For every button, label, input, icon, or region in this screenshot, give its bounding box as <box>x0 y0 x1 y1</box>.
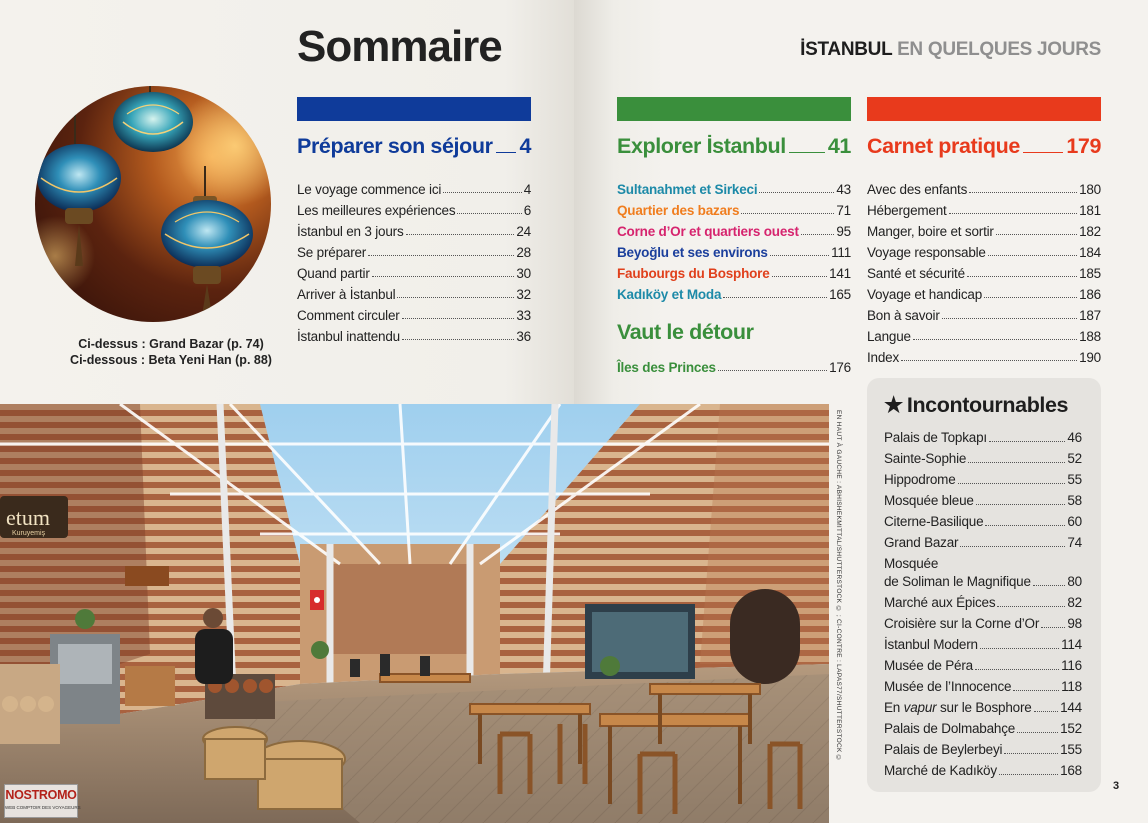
toc-list-prepare <box>297 176 531 344</box>
section-bar-practical <box>867 97 1101 121</box>
logo-tagline: WEB COMPTOIR DES VOYAGEURS <box>5 805 81 810</box>
section-title: Carnet pratique <box>867 134 1020 158</box>
toc-page: 60 <box>1067 514 1082 529</box>
toc-label: Musée de Péra <box>884 658 973 673</box>
toc-entry[interactable] <box>617 281 851 302</box>
toc-entry[interactable] <box>867 239 1101 260</box>
toc-label: Corne d’Or et quartiers ouest <box>617 224 799 239</box>
toc-label: Voyage et handicap <box>867 287 982 302</box>
toc-page: 82 <box>1067 595 1082 610</box>
toc-page: 24 <box>516 224 531 239</box>
toc-page: 46 <box>1067 430 1082 445</box>
leader-dots <box>968 462 1065 463</box>
toc-page: 118 <box>1061 679 1082 694</box>
toc-page: 111 <box>831 245 851 260</box>
leader-dots <box>723 297 827 298</box>
toc-label: Citerne-Basilique <box>884 514 984 529</box>
toc-page: 33 <box>516 308 531 323</box>
toc-entry[interactable] <box>617 197 851 218</box>
toc-label: Marché de Kadıköy <box>884 763 997 778</box>
toc-page: 186 <box>1079 287 1101 302</box>
running-head-subtitle: EN QUELQUES JOURS <box>897 39 1101 60</box>
leader-dots <box>1034 711 1059 712</box>
photo-caption <box>40 336 302 368</box>
toc-entry[interactable] <box>297 281 531 302</box>
page-title: Sommaire <box>297 22 502 71</box>
section-page: 179 <box>1066 134 1101 158</box>
leader-dots <box>443 192 522 193</box>
section-heading-prepare[interactable] <box>297 131 531 159</box>
turkish-lamps-image <box>35 86 271 322</box>
section-title: Préparer son séjour <box>297 134 493 158</box>
toc-list-practical <box>867 176 1101 365</box>
toc-page: 190 <box>1079 350 1101 365</box>
section-title: Explorer İstanbul <box>617 134 786 158</box>
toc-entry[interactable] <box>297 302 531 323</box>
toc-page: 95 <box>836 224 851 239</box>
leader-dots <box>496 152 517 153</box>
must-see-entry[interactable] <box>884 717 1082 738</box>
toc-page: 55 <box>1067 472 1082 487</box>
leader-dots <box>985 525 1065 526</box>
toc-page: 180 <box>1079 182 1101 197</box>
toc-page: 98 <box>1067 616 1082 631</box>
courtyard-photo <box>0 404 829 823</box>
section-bar-prepare <box>297 97 531 121</box>
leader-dots <box>913 339 1077 340</box>
page-number: 3 <box>1113 780 1120 792</box>
toc-entry[interactable] <box>617 354 851 375</box>
toc-label: Îles des Princes <box>617 360 716 375</box>
leader-dots <box>969 192 1077 193</box>
must-see-heading <box>884 393 1068 418</box>
toc-label: Comment circuler <box>297 308 400 323</box>
label-suffix: sur le Bosphore <box>936 700 1032 715</box>
toc-label: Quand partir <box>297 266 370 281</box>
toc-label: Les meilleures expériences <box>297 203 456 218</box>
leader-dots <box>942 318 1077 319</box>
toc-entry[interactable] <box>297 197 531 218</box>
toc-label: Palais de Beylerbeyi <box>884 742 1003 757</box>
toc-entry[interactable] <box>297 176 531 197</box>
toc-page: 165 <box>829 287 851 302</box>
toc-entry[interactable] <box>617 218 851 239</box>
toc-entry[interactable] <box>617 239 851 260</box>
lamps-photo <box>35 86 271 322</box>
must-see-entry[interactable] <box>884 654 1082 675</box>
toc-page: 43 <box>836 182 851 197</box>
toc-page: 152 <box>1060 721 1082 736</box>
toc-page: 71 <box>836 203 851 218</box>
must-see-entry[interactable] <box>884 591 1082 612</box>
label-italic: vapur <box>903 700 937 715</box>
toc-page: 184 <box>1079 245 1101 260</box>
toc-label: Index <box>867 350 900 365</box>
must-see-entry[interactable] <box>884 510 1082 531</box>
toc-page: 4 <box>523 182 531 197</box>
toc-entry[interactable] <box>297 323 531 344</box>
toc-page: 116 <box>1061 658 1082 673</box>
section-heading-explore[interactable] <box>617 131 851 159</box>
toc-label: Hippodrome <box>884 472 956 487</box>
leader-dots <box>1033 585 1066 586</box>
toc-label: İstanbul en 3 jours <box>297 224 404 239</box>
toc-label: Grand Bazar <box>884 535 959 550</box>
toc-label: Arriver à İstanbul <box>297 287 396 302</box>
leader-dots <box>770 255 829 256</box>
star-icon: ★ <box>884 393 903 417</box>
leader-dots <box>958 483 1066 484</box>
must-see-entry[interactable] <box>884 633 1082 654</box>
must-see-entry[interactable] <box>884 696 1082 717</box>
toc-label: İstanbul Modern <box>884 637 978 652</box>
leader-dots <box>1041 627 1065 628</box>
toc-label: Sultanahmet et Sirkeci <box>617 182 758 197</box>
toc-label: Quartier des bazars <box>617 203 740 218</box>
toc-entry[interactable] <box>297 218 531 239</box>
toc-entry[interactable] <box>867 260 1101 281</box>
toc-page: 32 <box>516 287 531 302</box>
toc-page: 28 <box>516 245 531 260</box>
toc-label: Faubourgs du Bosphore <box>617 266 770 281</box>
logo-name: NOSTROMO <box>5 788 77 802</box>
toc-label: Sainte-Sophie <box>884 451 967 466</box>
toc-label: Manger, boire et sortir <box>867 224 994 239</box>
toc-entry[interactable] <box>867 302 1101 323</box>
toc-label <box>884 699 1032 717</box>
toc-page: 36 <box>516 329 531 344</box>
must-see-entry[interactable] <box>884 531 1082 552</box>
leader-dots <box>397 297 514 298</box>
leader-dots <box>960 546 1065 547</box>
toc-page: 6 <box>523 203 531 218</box>
must-see-entry[interactable] <box>884 468 1082 489</box>
toc-entry[interactable] <box>867 281 1101 302</box>
leader-dots <box>1004 753 1058 754</box>
leader-dots <box>997 606 1065 607</box>
leader-dots <box>772 276 828 277</box>
toc-entry[interactable] <box>617 176 851 197</box>
toc-entry[interactable] <box>867 197 1101 218</box>
shop-sign-subtext: Kuruyemiş <box>12 530 46 537</box>
leader-dots <box>999 774 1058 775</box>
leader-dots <box>759 192 834 193</box>
must-see-entry[interactable] <box>884 426 1082 447</box>
caption-line-bottom: Ci-dessous : Beta Yeni Han (p. 88) <box>70 353 272 367</box>
must-see-title: Incontournables <box>906 393 1069 417</box>
toc-page: 52 <box>1067 451 1082 466</box>
leader-dots <box>1023 152 1063 153</box>
leader-dots <box>949 213 1077 214</box>
leader-dots <box>402 318 515 319</box>
must-see-entry[interactable] <box>884 612 1082 633</box>
toc-entry[interactable] <box>297 260 531 281</box>
leader-dots <box>372 276 515 277</box>
toc-label: Palais de Topkapı <box>884 430 987 445</box>
toc-label: Santé et sécurité <box>867 266 965 281</box>
toc-label: Musée de l’Innocence <box>884 679 1012 694</box>
must-see-entry[interactable] <box>884 675 1082 696</box>
toc-page: 176 <box>829 360 851 375</box>
toc-entry[interactable] <box>297 239 531 260</box>
leader-dots <box>988 255 1077 256</box>
label-prefix: En <box>884 700 904 715</box>
section-heading-practical[interactable] <box>867 131 1101 159</box>
photo-credit: EN HAUT À GAUCHE : ABHISHEKMITTAL/SHUTTERSTOCK © ; CI-CONTRE : LAPAS77/SHUTTERSTOCK © <box>835 410 842 763</box>
caption-line-top: Ci-dessus : Grand Bazar (p. 74) <box>78 337 264 351</box>
toc-label: Mosquée bleue <box>884 493 974 508</box>
toc-page: 168 <box>1060 763 1082 778</box>
section-bar-explore <box>617 97 851 121</box>
toc-entry[interactable] <box>867 344 1101 365</box>
must-see-entry[interactable] <box>884 489 1082 510</box>
toc-label: Bon à savoir <box>867 308 940 323</box>
toc-page: 114 <box>1061 637 1082 652</box>
must-see-entry[interactable] <box>884 738 1082 759</box>
running-head <box>800 39 1101 61</box>
leader-dots <box>901 360 1077 361</box>
nostromo-logo <box>4 784 81 818</box>
leader-dots <box>996 234 1077 235</box>
leader-dots <box>980 648 1059 649</box>
leader-dots <box>984 297 1077 298</box>
shop-sign-text: etum <box>6 505 50 530</box>
leader-dots <box>989 441 1065 442</box>
leader-dots <box>406 234 515 235</box>
must-see-list <box>884 426 1082 780</box>
leader-dots <box>718 370 827 371</box>
leader-dots <box>967 276 1077 277</box>
toc-page: 155 <box>1060 742 1082 757</box>
toc-page: 80 <box>1067 574 1082 589</box>
toc-label: Voyage responsable <box>867 245 986 260</box>
toc-page: 58 <box>1067 493 1082 508</box>
running-head-city: İSTANBUL <box>800 39 893 60</box>
beta-yeni-han-image <box>0 404 829 823</box>
leader-dots <box>801 234 835 235</box>
must-see-entry[interactable] <box>884 447 1082 468</box>
toc-label: İstanbul inattendu <box>297 329 400 344</box>
toc-label: Avec des enfants <box>867 182 968 197</box>
toc-page: 185 <box>1079 266 1101 281</box>
section-page: 41 <box>827 134 851 158</box>
leader-dots <box>789 152 825 153</box>
toc-label-continued: de Soliman le Magnifique <box>884 574 1031 589</box>
leader-dots <box>1013 690 1059 691</box>
toc-page: 181 <box>1079 203 1101 218</box>
leader-dots <box>402 339 514 340</box>
toc-label: Palais de Dolmabahçe <box>884 721 1016 736</box>
section-heading-detour[interactable] <box>617 317 851 345</box>
leader-dots <box>368 255 514 256</box>
must-see-entry[interactable] <box>884 552 1082 591</box>
toc-label: Beyoğlu et ses environs <box>617 245 768 260</box>
toc-entry[interactable] <box>867 176 1101 197</box>
section-title: Vaut le détour <box>617 320 754 344</box>
leader-dots <box>457 213 521 214</box>
toc-label: Hébergement <box>867 203 947 218</box>
leader-dots <box>975 669 1059 670</box>
leader-dots <box>1017 732 1058 733</box>
toc-label: Langue <box>867 329 911 344</box>
leader-dots <box>976 504 1066 505</box>
toc-label: Se préparer <box>297 245 367 260</box>
toc-page: 187 <box>1079 308 1101 323</box>
toc-page: 188 <box>1079 329 1101 344</box>
toc-entry[interactable] <box>617 260 851 281</box>
toc-page: 141 <box>829 266 851 281</box>
toc-entry[interactable] <box>867 323 1101 344</box>
section-page: 4 <box>519 134 531 158</box>
toc-label: Marché aux Épices <box>884 595 996 610</box>
toc-label: Kadıköy et Moda <box>617 287 722 302</box>
toc-list-detour <box>617 354 851 375</box>
toc-label: Croisière sur la Corne d’Or <box>884 616 1040 631</box>
must-see-entry[interactable] <box>884 759 1082 780</box>
toc-label-two-lines <box>884 555 1031 591</box>
toc-entry[interactable] <box>867 218 1101 239</box>
toc-page: 144 <box>1060 700 1082 715</box>
leader-dots <box>741 213 834 214</box>
toc-page: 74 <box>1067 535 1082 550</box>
toc-list-explore <box>617 176 851 302</box>
toc-label: Le voyage commence ici <box>297 182 442 197</box>
toc-page: 30 <box>516 266 531 281</box>
toc-page: 182 <box>1079 224 1101 239</box>
toc-label: Mosquée <box>884 556 939 571</box>
